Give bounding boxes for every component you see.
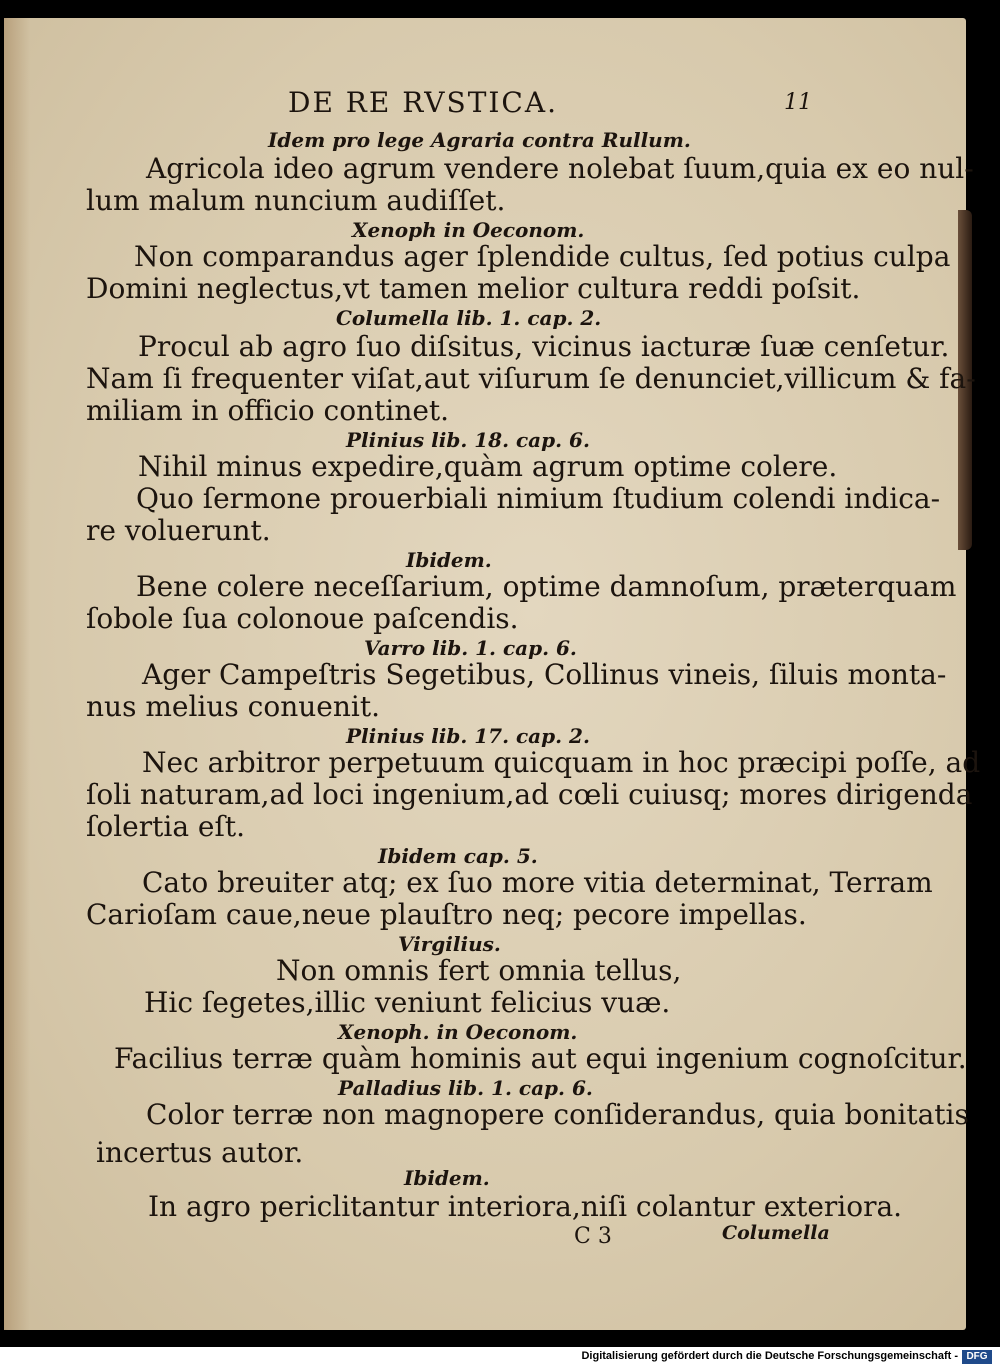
- text-line: ſobole ſua colonoue paſcendis.: [86, 602, 519, 635]
- dfg-logo-icon: DFG: [962, 1350, 992, 1364]
- text-line: Non comparandus ager ſplendide cultus, ſed potius culpa: [134, 240, 951, 273]
- source-citation: Virgilius.: [398, 932, 501, 956]
- page-number: 11: [784, 90, 812, 115]
- text-line: Nec arbitror perpetuum quicquam in hoc præcipi poſſe, ad: [142, 746, 981, 779]
- text-line: nus melius conuenit.: [86, 690, 380, 723]
- text-line: Carioſam caue,neue plauſtro neq; pecore impellas.: [86, 898, 807, 931]
- page-gutter-shadow: [4, 18, 30, 1330]
- footer-bar: [0, 1347, 1000, 1369]
- source-citation: Ibidem.: [404, 1166, 490, 1190]
- text-line: Cato breuiter atq; ex ſuo more vitia determinat, Terram: [142, 866, 933, 899]
- source-citation: Idem pro lege Agraria contra Rullum.: [268, 128, 691, 152]
- text-line: Domini neglectus,vt tamen melior cultura reddi poſsit.: [86, 272, 861, 305]
- source-citation: Xenoph in Oeconom.: [352, 218, 585, 242]
- source-citation: Varro lib. 1. cap. 6.: [364, 636, 577, 660]
- verse-line: Non omnis fert omnia tellus,: [276, 954, 682, 987]
- catchword: Columella: [722, 1222, 830, 1244]
- text-line: Color terræ non magnopere conſiderandus, quia bonitatis: [146, 1098, 969, 1131]
- text-line: Facilius terræ quàm hominis aut equi ingenium cognoſcitur.: [114, 1042, 967, 1075]
- source-citation: Ibidem cap. 5.: [378, 844, 538, 868]
- text-line: ſoli naturam,ad loci ingenium,ad cœli cuiusq; mores dirigenda: [86, 778, 973, 811]
- text-line: Nihil minus expedire,quàm agrum optime colere.: [138, 450, 838, 483]
- text-line: In agro periclitantur interiora,niſi colantur exteriora.: [148, 1190, 903, 1223]
- source-citation: Xenoph. in Oeconom.: [338, 1020, 578, 1044]
- source-citation: Ibidem.: [406, 548, 492, 572]
- signature-mark: C 3: [574, 1224, 612, 1249]
- source-citation: Palladius lib. 1. cap. 6.: [338, 1076, 593, 1100]
- text-line: Nam ſi frequenter viſat,aut viſurum ſe denunciet,villicum & fa-: [86, 362, 976, 395]
- text-line: Quo ſermone prouerbiali nimium ſtudium colendi indica-: [136, 482, 941, 515]
- source-citation: Columella lib. 1. cap. 2.: [336, 306, 602, 330]
- text-line: lum malum nuncium audiſſet.: [86, 184, 506, 217]
- text-line: Procul ab agro ſuo diſsitus, vicinus iacturæ ſuæ cenſetur.: [138, 330, 950, 363]
- text-line: miliam in officio continet.: [86, 394, 450, 427]
- verse-line: Hic ſegetes,illic veniunt felicius vuæ.: [144, 986, 671, 1019]
- text-line: re voluerunt.: [86, 514, 271, 547]
- source-citation: Plinius lib. 18. cap. 6.: [346, 428, 590, 452]
- text-line: incertus autor.: [96, 1136, 304, 1169]
- text-line: Ager Campeſtris Segetibus, Collinus vineis, ſiluis monta-: [142, 658, 947, 691]
- text-line: Agricola ideo agrum vendere nolebat ſuum,quia ex eo nul-: [146, 152, 974, 185]
- running-title: DE RE RVSTICA.: [288, 86, 558, 119]
- text-line: Bene colere neceſſarium, optime damnoſum, præterquam: [136, 570, 957, 603]
- funding-credit: Digitalisierung gefördert durch die Deutsche Forschungsgemeinschaft -: [581, 1350, 958, 1362]
- text-line: ſolertia eſt.: [86, 810, 246, 843]
- source-citation: Plinius lib. 17. cap. 2.: [346, 724, 590, 748]
